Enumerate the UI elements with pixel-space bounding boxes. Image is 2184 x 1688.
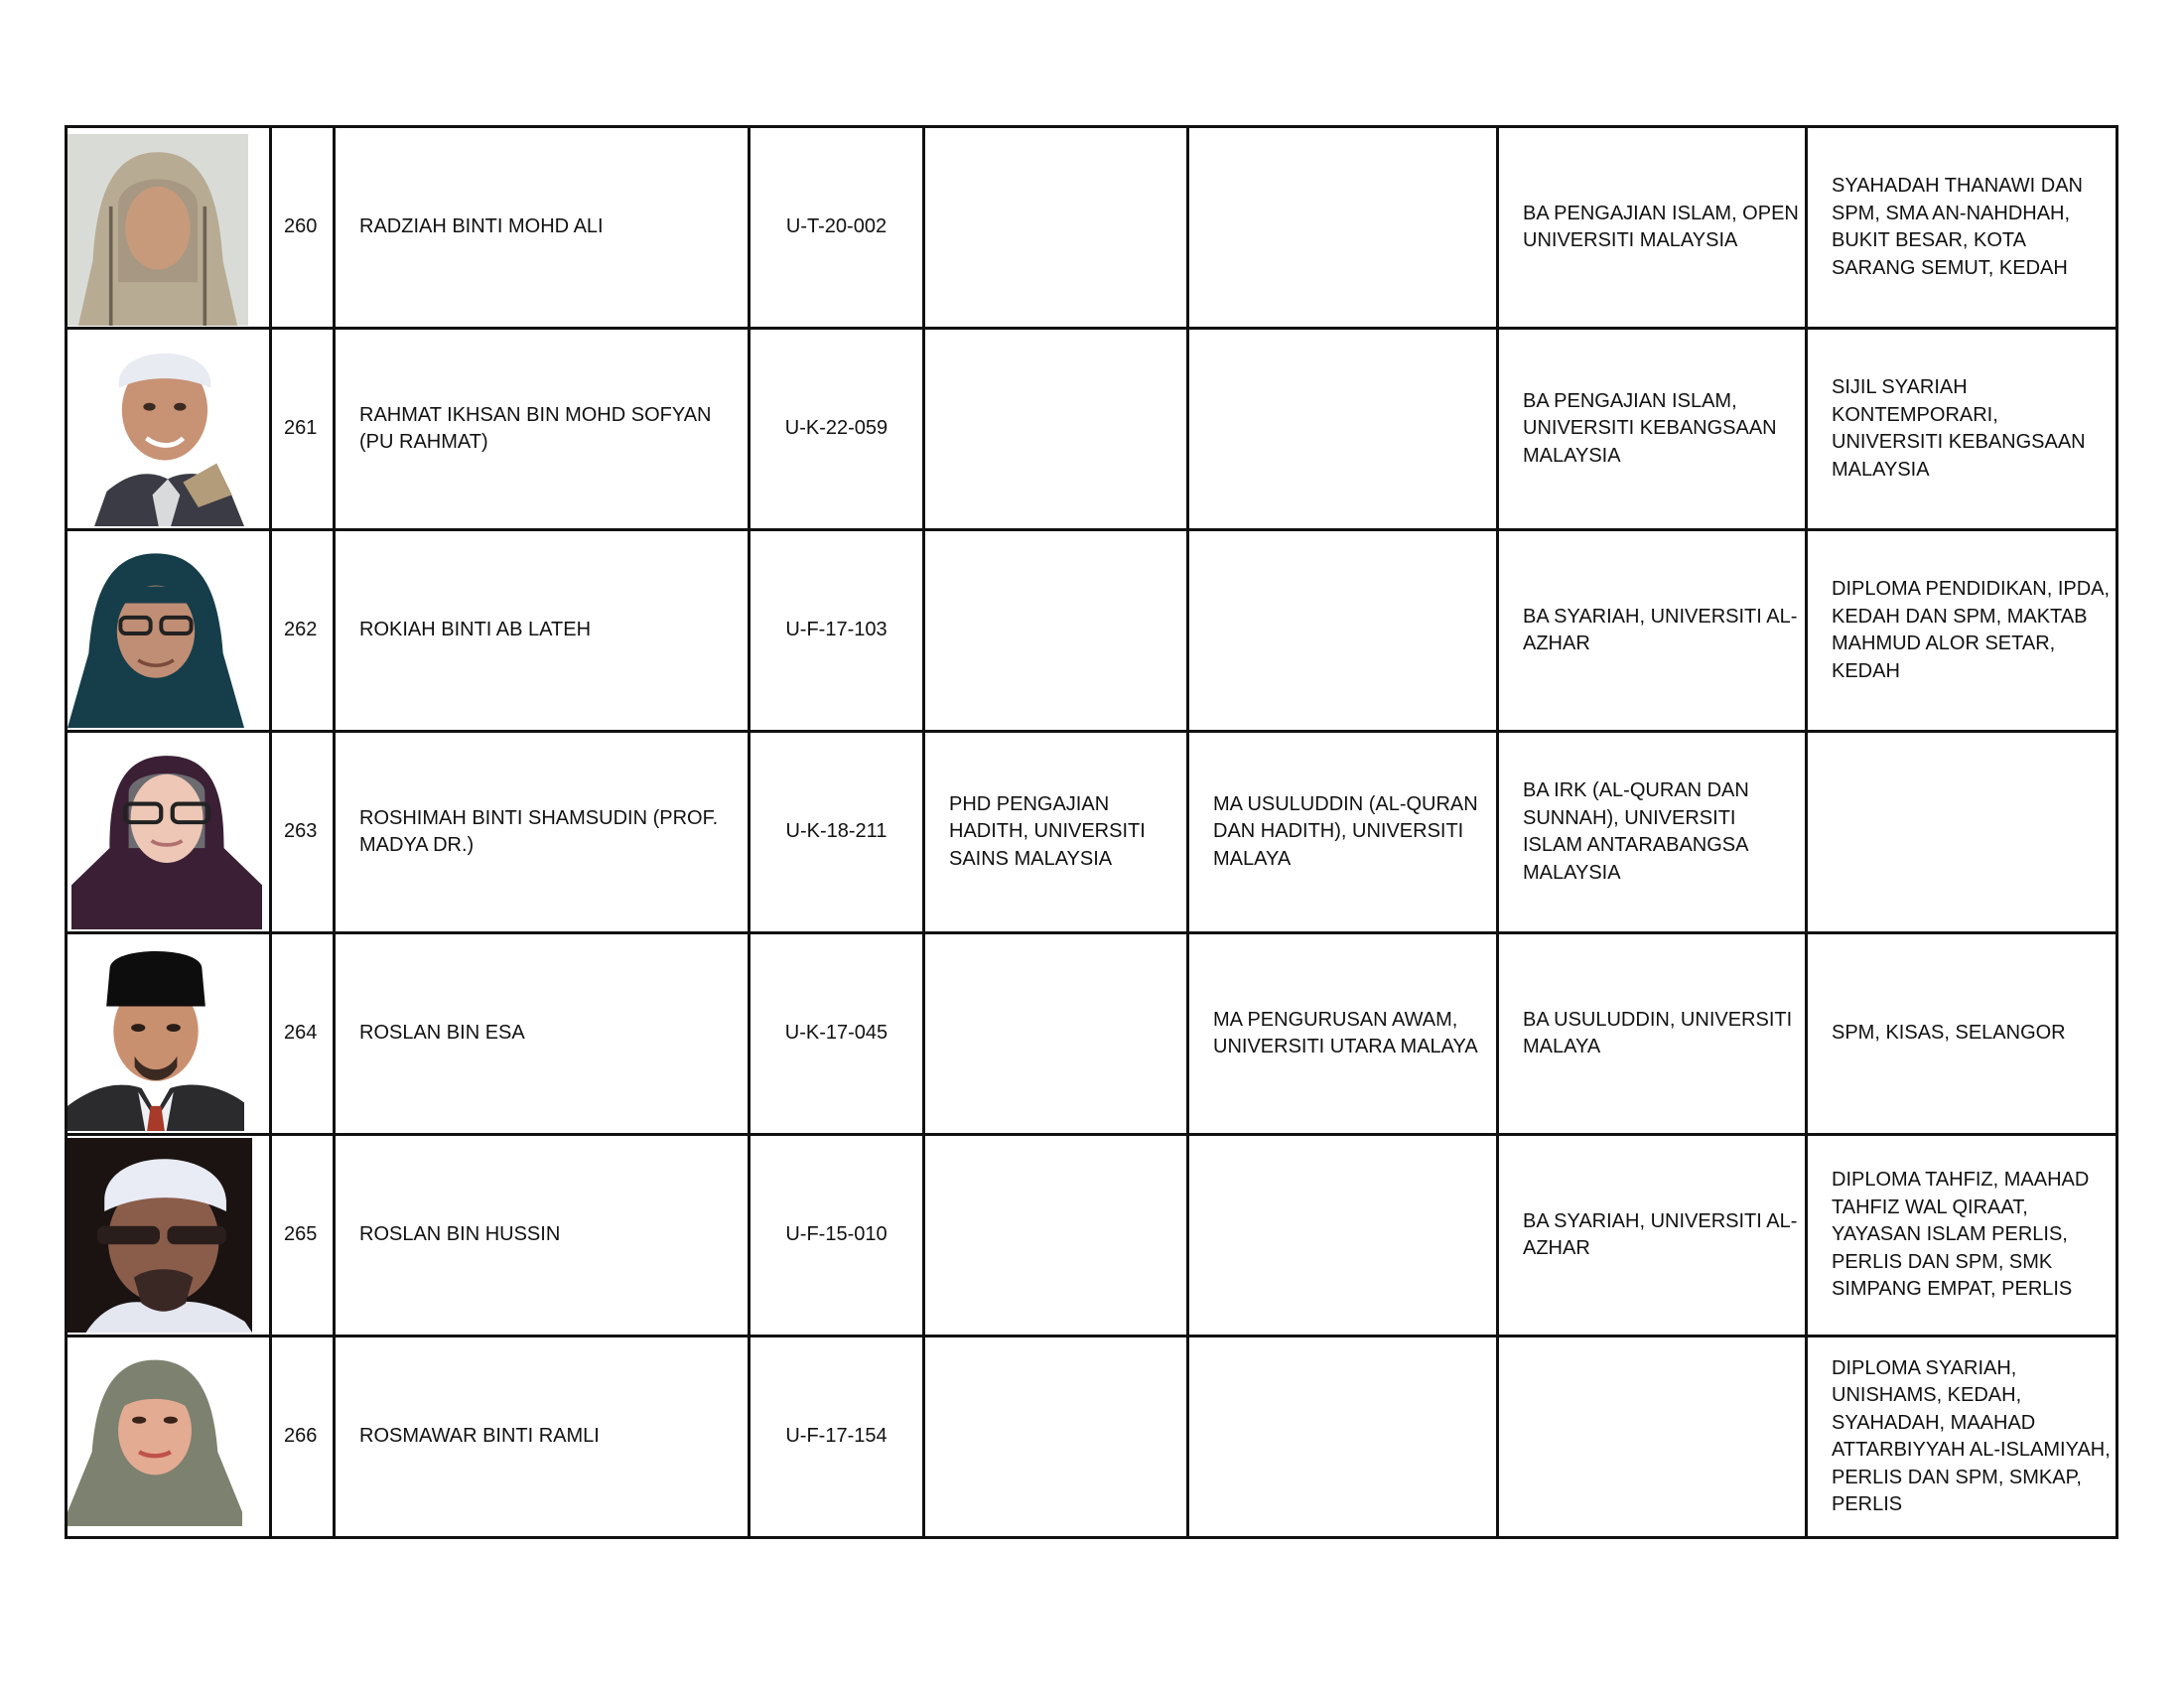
- staff-roster-table: [65, 125, 2118, 1539]
- other-qualifications: [1807, 732, 2117, 933]
- registration-id: U-T-20-002: [750, 127, 924, 329]
- masters-qualification: MA PENGURUSAN AWAM, UNIVERSITI UTARA MALAYA: [1188, 933, 1498, 1135]
- phd-qualification: [924, 530, 1188, 732]
- phd-qualification: [924, 329, 1188, 530]
- masters-qualification: [1188, 127, 1498, 329]
- row-number: 265: [271, 1135, 335, 1336]
- bachelor-qualification: BA PENGAJIAN ISLAM, OPEN UNIVERSITI MALAYSIA: [1498, 127, 1807, 329]
- portrait-woman-hijab-icon: [68, 1349, 242, 1526]
- row-number: 263: [271, 732, 335, 933]
- registration-id: U-K-18-211: [750, 732, 924, 933]
- other-qualifications: DIPLOMA SYARIAH, UNISHAMS, KEDAH, SYAHADAH, MAAHAD ATTARBIYYAH AL-ISLAMIYAH, PERLIS DAN SPM, SMKAP, PERLIS: [1807, 1336, 2117, 1538]
- masters-qualification: [1188, 1336, 1498, 1538]
- portrait-man-songkok-icon: [68, 942, 244, 1131]
- photo-cell: [67, 530, 271, 732]
- bachelor-qualification: BA PENGAJIAN ISLAM, UNIVERSITI KEBANGSAAN MALAYSIA: [1498, 329, 1807, 530]
- other-qualifications: SIJIL SYARIAH KONTEMPORARI, UNIVERSITI KEBANGSAAN MALAYSIA: [1807, 329, 2117, 530]
- masters-qualification: MA USULUDDIN (AL-QURAN DAN HADITH), UNIVERSITI MALAYA: [1188, 732, 1498, 933]
- photo-cell: [67, 329, 271, 530]
- phd-qualification: PHD PENGAJIAN HADITH, UNIVERSITI SAINS MALAYSIA: [924, 732, 1188, 933]
- staff-name: ROSLAN BIN HUSSIN: [335, 1135, 750, 1336]
- row-number: 266: [271, 1336, 335, 1538]
- masters-qualification: [1188, 1135, 1498, 1336]
- other-qualifications: DIPLOMA PENDIDIKAN, IPDA, KEDAH DAN SPM, MAKTAB MAHMUD ALOR SETAR, KEDAH: [1807, 530, 2117, 732]
- bachelor-qualification: BA IRK (AL-QURAN DAN SUNNAH), UNIVERSITI ISLAM ANTARABANGSA MALAYSIA: [1498, 732, 1807, 933]
- portrait-photo: [68, 134, 248, 326]
- photo-cell: [67, 1336, 271, 1538]
- registration-id: U-F-15-010: [750, 1135, 924, 1336]
- table-row: [67, 1135, 2117, 1336]
- portrait-photo: [68, 1138, 252, 1333]
- portrait-man-kopiah-glasses-icon: [68, 1138, 252, 1333]
- phd-qualification: [924, 1336, 1188, 1538]
- masters-qualification: [1188, 329, 1498, 530]
- photo-cell: [67, 732, 271, 933]
- row-number: 262: [271, 530, 335, 732]
- row-number: 261: [271, 329, 335, 530]
- bachelor-qualification: [1498, 1336, 1807, 1538]
- portrait-photo: [68, 539, 244, 728]
- table-row: [67, 732, 2117, 933]
- other-qualifications: SYAHADAH THANAWI DAN SPM, SMA AN-NAHDHAH, BUKIT BESAR, KOTA SARANG SEMUT, KEDAH: [1807, 127, 2117, 329]
- phd-qualification: [924, 933, 1188, 1135]
- photo-cell: [67, 127, 271, 329]
- other-qualifications: SPM, KISAS, SELANGOR: [1807, 933, 2117, 1135]
- portrait-photo: [68, 1349, 242, 1526]
- registration-id: U-K-22-059: [750, 329, 924, 530]
- table-row: [67, 127, 2117, 329]
- portrait-woman-hijab-glasses-icon: [71, 745, 262, 929]
- bachelor-qualification: BA SYARIAH, UNIVERSITI AL-AZHAR: [1498, 530, 1807, 732]
- portrait-woman-hijab-icon: [68, 134, 248, 326]
- row-number: 260: [271, 127, 335, 329]
- photo-cell: [67, 933, 271, 1135]
- bachelor-qualification: BA USULUDDIN, UNIVERSITI MALAYA: [1498, 933, 1807, 1135]
- portrait-photo: [68, 942, 244, 1131]
- table-row: [67, 1336, 2117, 1538]
- staff-name: ROSHIMAH BINTI SHAMSUDIN (PROF. MADYA DR.): [335, 732, 750, 933]
- portrait-man-kopiah-icon: [91, 338, 244, 526]
- staff-name: RAHMAT IKHSAN BIN MOHD SOFYAN (PU RAHMAT): [335, 329, 750, 530]
- bachelor-qualification: BA SYARIAH, UNIVERSITI AL-AZHAR: [1498, 1135, 1807, 1336]
- table-row: [67, 329, 2117, 530]
- row-number: 264: [271, 933, 335, 1135]
- table-row: [67, 530, 2117, 732]
- masters-qualification: [1188, 530, 1498, 732]
- registration-id: U-F-17-154: [750, 1336, 924, 1538]
- staff-name: RADZIAH BINTI MOHD ALI: [335, 127, 750, 329]
- table-row: [67, 933, 2117, 1135]
- phd-qualification: [924, 1135, 1188, 1336]
- portrait-photo: [71, 745, 262, 929]
- portrait-photo: [91, 338, 244, 526]
- other-qualifications: DIPLOMA TAHFIZ, MAAHAD TAHFIZ WAL QIRAAT, YAYASAN ISLAM PERLIS, PERLIS DAN SPM, SMK SIMPANG EMPAT, PERLIS: [1807, 1135, 2117, 1336]
- registration-id: U-K-17-045: [750, 933, 924, 1135]
- staff-name: ROKIAH BINTI AB LATEH: [335, 530, 750, 732]
- photo-cell: [67, 1135, 271, 1336]
- staff-name: ROSLAN BIN ESA: [335, 933, 750, 1135]
- portrait-woman-hijab-glasses-icon: [68, 539, 244, 728]
- phd-qualification: [924, 127, 1188, 329]
- registration-id: U-F-17-103: [750, 530, 924, 732]
- staff-name: ROSMAWAR BINTI RAMLI: [335, 1336, 750, 1538]
